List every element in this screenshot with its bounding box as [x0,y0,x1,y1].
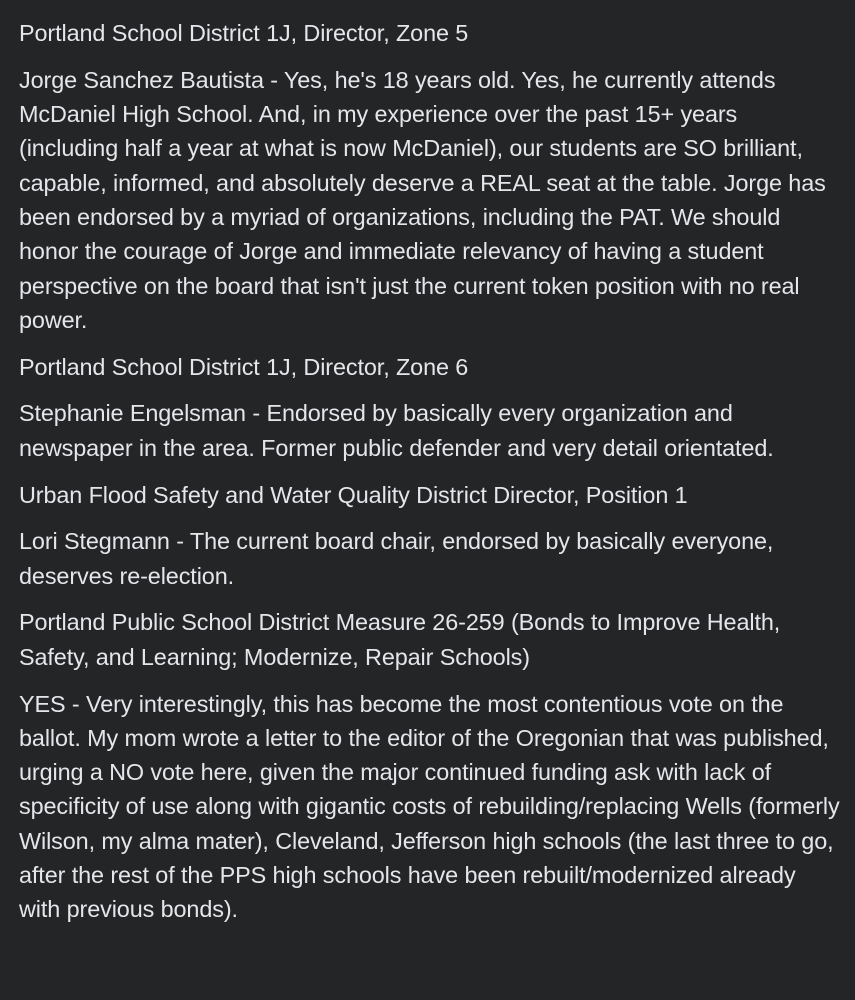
measure-26-259-recommendation: YES - Very interestingly, this has become the most contentious vote on the ballot. My mom wrote a letter to the editor of the Oregonian that was published, urging a NO vote here, given the major continued funding ask with lack of specificity of use along with gigantic costs of rebuilding/replacing Wells (formerly Wilson, my alma mater), Cleveland, Jefferson high schools (the last three to go, after the rest of the PPS high schools have been rebuilt/modernized already with previous bonds). [19,690,840,923]
race-heading-zone-5: Portland School District 1J, Director, Zone 5 [19,20,469,46]
endorsement-jorge-sanchez-bautista: Jorge Sanchez Bautista - Yes, he's 18 years old. Yes, he currently attends McDaniel High School. And, in my experience over the past 15+ years (including half a year at what is now McDaniel), our students are SO brilliant, capable, informed, and absolutely deserve a REAL seat at the table. Jorge has been endorsed by a myriad of organizations, including the PAT. We should honor the courage of Jorge and immediate relevancy of having a student perspective on the board that isn't just the current token position with no real power. [19,66,826,333]
endorsement-stephanie-engelsman: Stephanie Engelsman - Endorsed by basically every organization and newspaper in the area. Former public defender and very detail orientated. [19,400,774,461]
race-heading-zone-6: Portland School District 1J, Director, Zone 6 [19,353,469,380]
endorsement-lori-stegmann: Lori Stegmann - The current board chair, endorsed by basically everyone, deserves re-election. [19,528,774,589]
race-heading-urban-flood-position-1: Urban Flood Safety and Water Quality District Director, Position 1 [19,481,688,508]
measure-heading-26-259: Portland Public School District Measure 26-259 (Bonds to Improve Health, Safety, and Learning; Modernize, Repair Schools) [19,609,781,670]
